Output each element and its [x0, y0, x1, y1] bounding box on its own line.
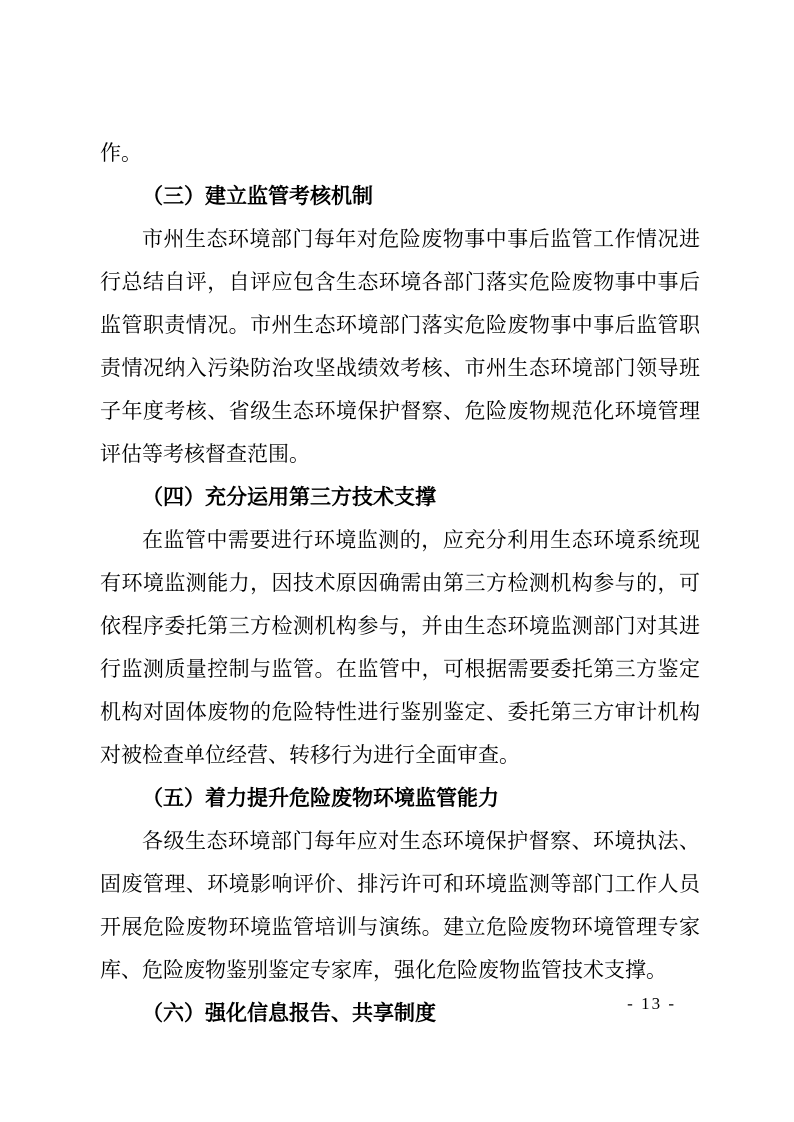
page-number: - 13 - — [627, 994, 676, 1013]
section-heading-3: （三）建立监管考核机制 — [142, 184, 373, 208]
section-heading-4: （四）充分运用第三方技术支撑 — [142, 485, 436, 509]
section-heading-6: （六）强化信息报告、共享制度 — [142, 1001, 436, 1025]
document-body — [100, 132, 700, 1035]
paragraph-continued: 作。 — [100, 141, 142, 165]
paragraph-section-3: 市州生态环境部门每年对危险废物事中事后监管工作情况进行总结自评，自评应包含生态环境各部门落实危险废物事中事后监管职责情况。市州生态环境部门落实危险废物事中事后监管职责情况纳入污染防治攻坚战绩效考核、市州生态环境部门领导班子年度考核、省级生态环境保护督察、危险废物规范化环境管理评估等考核督查范围。 — [100, 227, 700, 466]
paragraph-section-4: 在监管中需要进行环境监测的，应充分利用生态环境系统现有环境监测能力，因技术原因确需由第三方检测机构参与的，可依程序委托第三方检测机构参与，并由生态环境监测部门对其进行监测质量控制与监管。在监管中，可根据需要委托第三方鉴定机构对固体废物的危险特性进行鉴别鉴定、委托第三方审计机构对被检查单位经营、转移行为进行全面审查。 — [100, 528, 700, 767]
section-heading-5: （五）着力提升危险废物环境监管能力 — [142, 786, 499, 810]
paragraph-section-5: 各级生态环境部门每年应对生态环境保护督察、环境执法、固废管理、环境影响评价、排污许可和环境监测等部门工作人员开展危险废物环境监管培训与演练。建立危险废物环境管理专家库、危险废物鉴别鉴定专家库，强化危险废物监管技术支撑。 — [100, 829, 700, 982]
